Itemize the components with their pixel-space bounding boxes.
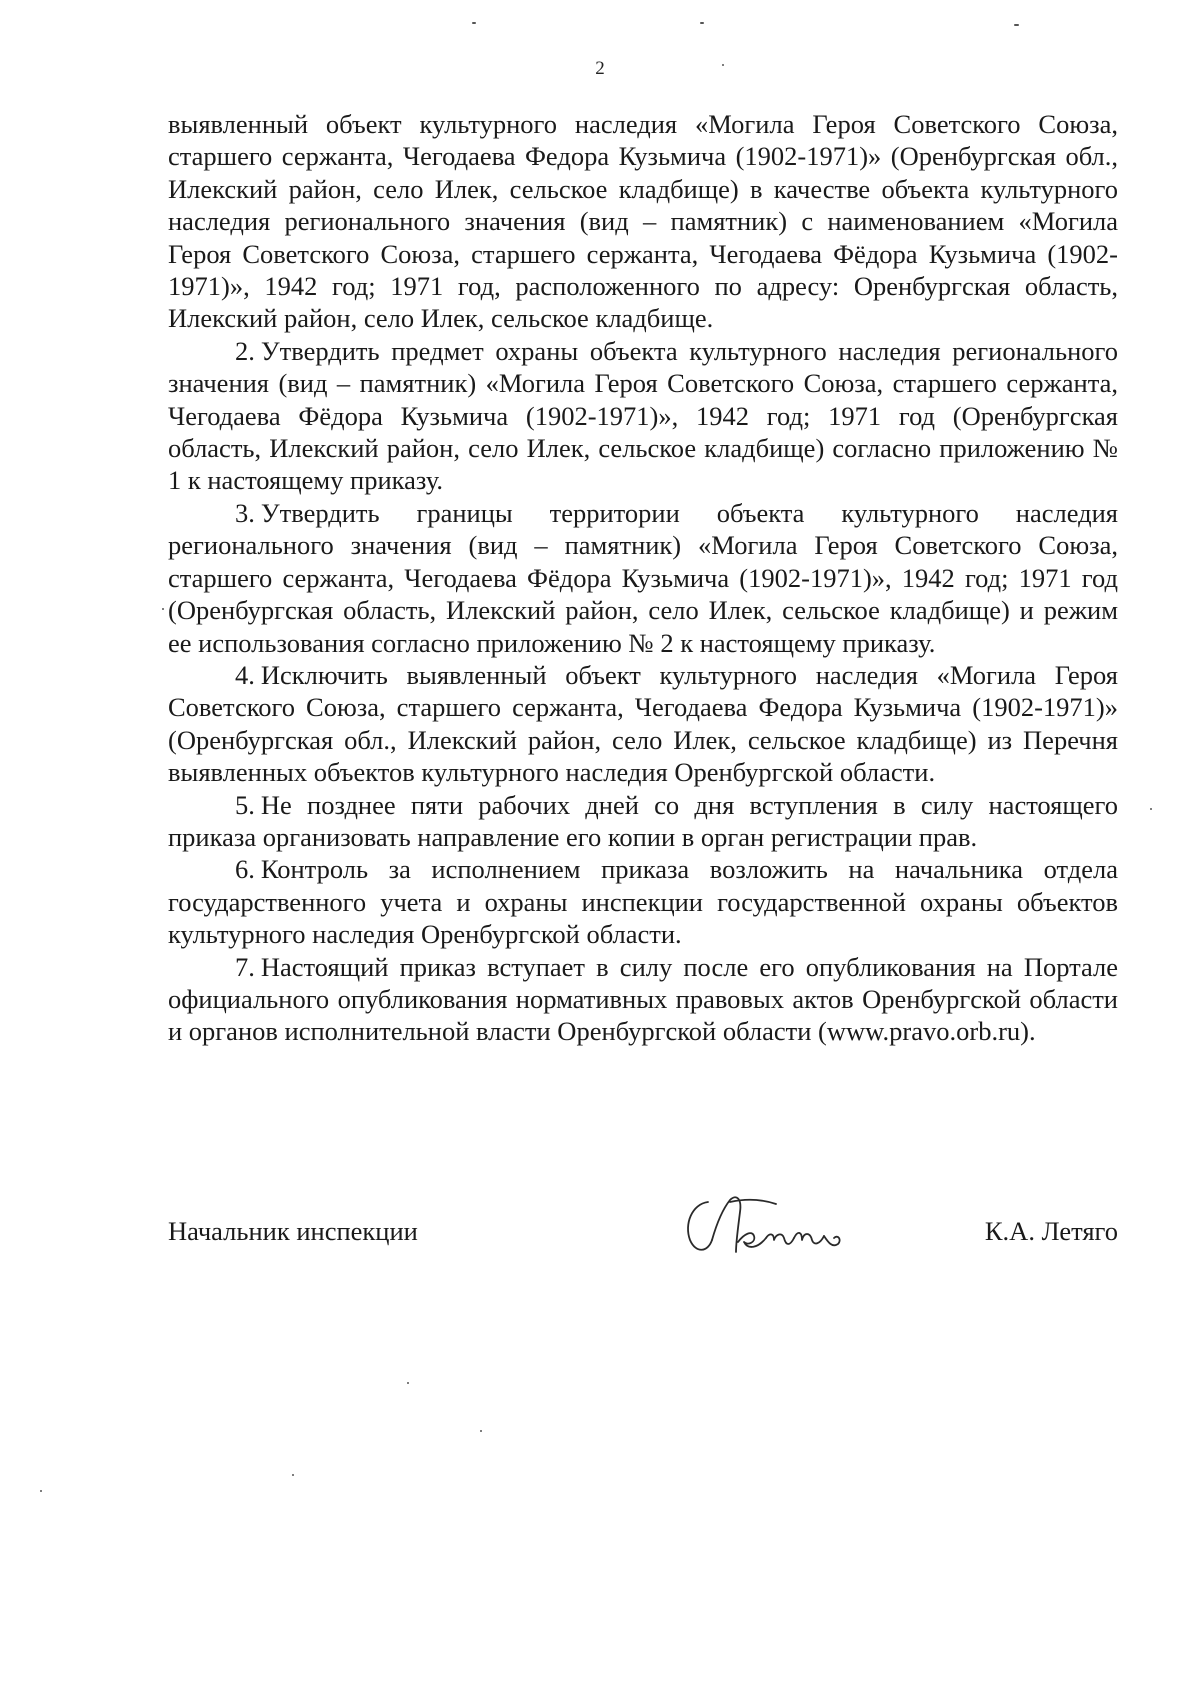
document-body [168, 108, 1118, 1080]
paragraph-continuation [168, 108, 1118, 335]
paragraph-item [168, 497, 1118, 659]
paragraph-text: Контроль за исполнением приказа возложить на начальника отдела государственного учета и охраны инспекции государственной охраны объектов культурного наследия Оренбургской области. [168, 854, 1118, 950]
paragraph-text: Утвердить предмет охраны объекта культурного наследия регионального значения (вид – памятник) «Могила Героя Советского Союза, старшего сержанта, Чегодаева Фёдора Кузьмича (1902-1971)», 1942 год; 1971 год (Оренбургская область, Илекский район, село Илек, сельское кладбище) согласно приложению № 1 к настоящему приказу. [168, 335, 1118, 496]
paragraph-text: Утвердить границы территории объекта культурного наследия регионального значения (вид – памятник) «Могила Героя Советского Союза, старшего сержанта, Чегодаева Фёдора Кузьмича (1902-1971)», 1942 год; 1971 год (Оренбургская область, Илекский район, село Илек, сельское кладбище) и режим ее использования согласно приложению № 2 к настоящему приказу. [168, 497, 1118, 658]
paragraph-number: 7. [235, 951, 255, 982]
scan-speck [1014, 24, 1019, 26]
paragraph-item [168, 335, 1118, 497]
scan-speck [700, 22, 704, 24]
paragraph-number: 4. [235, 659, 255, 690]
signer-name: К.А. Летяго [984, 1216, 1118, 1246]
scan-speck [1150, 808, 1152, 810]
paragraph-text: Настоящий приказ вступает в силу после его опубликования на Портале официального опубликования нормативных правовых актов Оренбургской области и органов исполнительной власти Оренбургской области (www.pravo.orb.ru). [168, 951, 1118, 1047]
paragraph-item [168, 951, 1118, 1048]
paragraph-text: Не позднее пяти рабочих дней со дня вступления в силу настоящего приказа организовать направление его копии в орган регистрации прав. [168, 789, 1118, 852]
paragraph-number: 2. [235, 335, 255, 366]
scan-speck [722, 64, 724, 66]
paragraph-number: 6. [235, 854, 255, 885]
paragraph-item [168, 789, 1118, 854]
scan-speck [407, 1382, 409, 1384]
paragraph-item [168, 1048, 1118, 1080]
paragraph-number: 5. [235, 789, 255, 820]
page-number: 2 [595, 58, 605, 79]
scan-speck [40, 1490, 42, 1492]
paragraph-item [168, 659, 1118, 789]
scan-speck [472, 22, 476, 24]
scan-speck [292, 1474, 294, 1476]
paragraph-text: выявленный объект культурного наследия «Могила Героя Советского Союза, старшего сержанта, Чегодаева Федора Кузьмича (1902-1971)» (Оренбургская обл., Илекский район, село Илек, сельское кладбище) в качестве объекта культурного наследия регионального значения (вид – памятник) с наименованием «Могила Героя Советского Союза, старшего сержанта, Чегодаева Фёдора Кузьмича (1902-1971)», 1942 год; 1971 год, расположенного по адресу: Оренбургская область, Илекский район, село Илек, сельское кладбище. [168, 109, 1118, 334]
paragraph-text: Исключить выявленный объект культурного наследия «Могила Героя Советского Союза, старшего сержанта, Чегодаева Федора Кузьмича (1902-1971)» (Оренбургская обл., Илекский район, село Илек, сельское кладбище) из Перечня выявленных объектов культурного наследия Оренбургской области. [168, 659, 1118, 788]
scan-speck [480, 1430, 482, 1432]
signer-position: Начальник инспекции [168, 1216, 418, 1246]
signature-block [168, 1198, 1118, 1278]
handwritten-signature [678, 1190, 868, 1270]
paragraph-number: 3. [235, 497, 255, 528]
scan-speck [162, 608, 164, 610]
paragraph-item [168, 853, 1118, 950]
